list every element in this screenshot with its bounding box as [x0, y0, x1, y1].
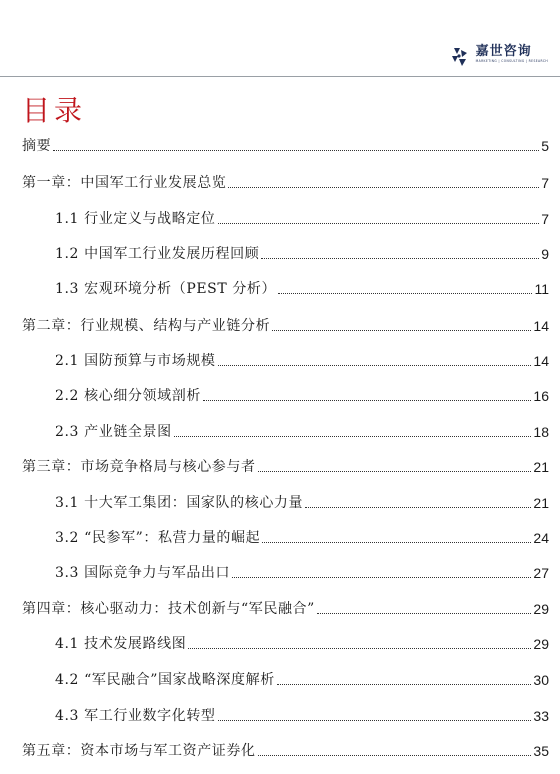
- toc-dot-leader: [218, 365, 532, 366]
- toc-dot-leader: [188, 648, 531, 649]
- toc-section-entry[interactable]: [55, 349, 549, 371]
- toc-page-number: 33: [533, 708, 549, 724]
- toc-entry-label: 第五章：资本市场与军工资产证券化: [22, 743, 256, 759]
- toc-dot-leader: [278, 293, 532, 294]
- toc-entry-label: 3.2 “民参军”：私营力量的崛起: [55, 530, 261, 546]
- toc-title: 目录: [22, 94, 87, 127]
- toc-dot-leader: [218, 720, 532, 721]
- toc-entry-label: 第四章：核心驱动力：技术创新与“军民融合”: [22, 601, 315, 617]
- toc-entry-label: 4.1 技术发展路线图: [55, 636, 187, 652]
- toc-page-number: 27: [533, 565, 549, 581]
- toc-page-number: 5: [541, 138, 549, 154]
- toc-dot-leader: [228, 187, 539, 188]
- header-divider: [0, 76, 560, 77]
- toc-page-number: 14: [533, 353, 549, 369]
- toc-page-number: 30: [533, 672, 549, 688]
- toc-entry-label: 3.1 十大军工集团：国家队的核心力量: [55, 495, 304, 511]
- toc-dot-leader: [218, 223, 540, 224]
- toc-dot-leader: [53, 150, 539, 151]
- toc-entry-label: 2.2 核心细分领域剖析: [55, 388, 201, 404]
- toc-section-entry[interactable]: [55, 207, 549, 229]
- toc-page-number: 7: [541, 211, 549, 227]
- toc-entry-label: 1.1 行业定义与战略定位: [55, 211, 216, 227]
- toc-page-number: 29: [533, 601, 549, 617]
- toc-section-entry[interactable]: [55, 632, 549, 654]
- toc-dot-leader: [203, 400, 532, 401]
- toc-entry-label: 4.2 “军民融合”国家战略深度解析: [55, 672, 275, 688]
- toc-chapter-entry[interactable]: [22, 597, 549, 619]
- toc-section-entry[interactable]: [55, 384, 549, 406]
- toc-section-entry[interactable]: [55, 277, 549, 299]
- toc-page-number: 9: [541, 246, 549, 262]
- toc-page-number: 21: [533, 459, 549, 475]
- toc-section-entry[interactable]: [55, 668, 549, 690]
- toc-page-number: 21: [533, 495, 549, 511]
- brand-logo-icon: [450, 46, 470, 68]
- toc-dot-leader: [305, 507, 531, 508]
- toc-entry-label: 第一章：中国军工行业发展总览: [22, 175, 227, 191]
- toc-dot-leader: [277, 684, 532, 685]
- toc-entry-label: 4.3 军工行业数字化转型: [55, 708, 216, 724]
- toc-entry-label: 2.1 国防预算与市场规模: [55, 353, 216, 369]
- brand-logo: [450, 44, 548, 72]
- toc-entry-label: 3.3 国际竞争力与军品出口: [55, 565, 231, 581]
- toc-chapter-entry[interactable]: [22, 134, 549, 156]
- toc-page-number: 11: [534, 281, 549, 297]
- toc-dot-leader: [258, 471, 532, 472]
- toc-dot-leader: [262, 542, 531, 543]
- toc-chapter-entry[interactable]: [22, 455, 549, 477]
- toc-section-entry[interactable]: [55, 704, 549, 726]
- toc-entry-label: 1.3 宏观环境分析（PEST 分析）: [55, 281, 277, 297]
- toc-section-entry[interactable]: [55, 491, 549, 513]
- toc-entry-label: 第三章：市场竞争格局与核心参与者: [22, 459, 256, 475]
- toc-entry-label: 第二章：行业规模、结构与产业链分析: [22, 318, 271, 334]
- toc-page-number: 14: [533, 318, 549, 334]
- toc-dot-leader: [258, 755, 532, 756]
- toc-section-entry[interactable]: [55, 242, 549, 264]
- toc-section-entry[interactable]: [55, 420, 549, 442]
- toc-page-number: 35: [533, 743, 549, 759]
- toc-dot-leader: [272, 330, 531, 331]
- toc-chapter-entry[interactable]: [22, 739, 549, 761]
- toc-page-number: 24: [533, 530, 549, 546]
- toc-chapter-entry[interactable]: [22, 171, 549, 193]
- toc-dot-leader: [174, 436, 532, 437]
- toc-chapter-entry[interactable]: [22, 314, 549, 336]
- toc-entry-label: 2.3 产业链全景图: [55, 424, 172, 440]
- toc-page-number: 18: [533, 424, 549, 440]
- toc-entry-label: 摘要: [22, 138, 52, 154]
- toc-section-entry[interactable]: [55, 561, 549, 583]
- toc-page-number: 16: [533, 388, 549, 404]
- page-header: [0, 0, 560, 76]
- brand-tagline: MARKETING | CONSULTING | RESEARCH: [475, 58, 548, 64]
- toc-page-number: 7: [541, 175, 549, 191]
- toc-page-number: 29: [533, 636, 549, 652]
- toc-dot-leader: [232, 577, 531, 578]
- toc-dot-leader: [261, 258, 539, 259]
- brand-name: 嘉世咨询: [475, 44, 532, 59]
- toc-dot-leader: [317, 613, 532, 614]
- toc-section-entry[interactable]: [55, 526, 549, 548]
- toc-entry-label: 1.2 中国军工行业发展历程回顾: [55, 246, 260, 262]
